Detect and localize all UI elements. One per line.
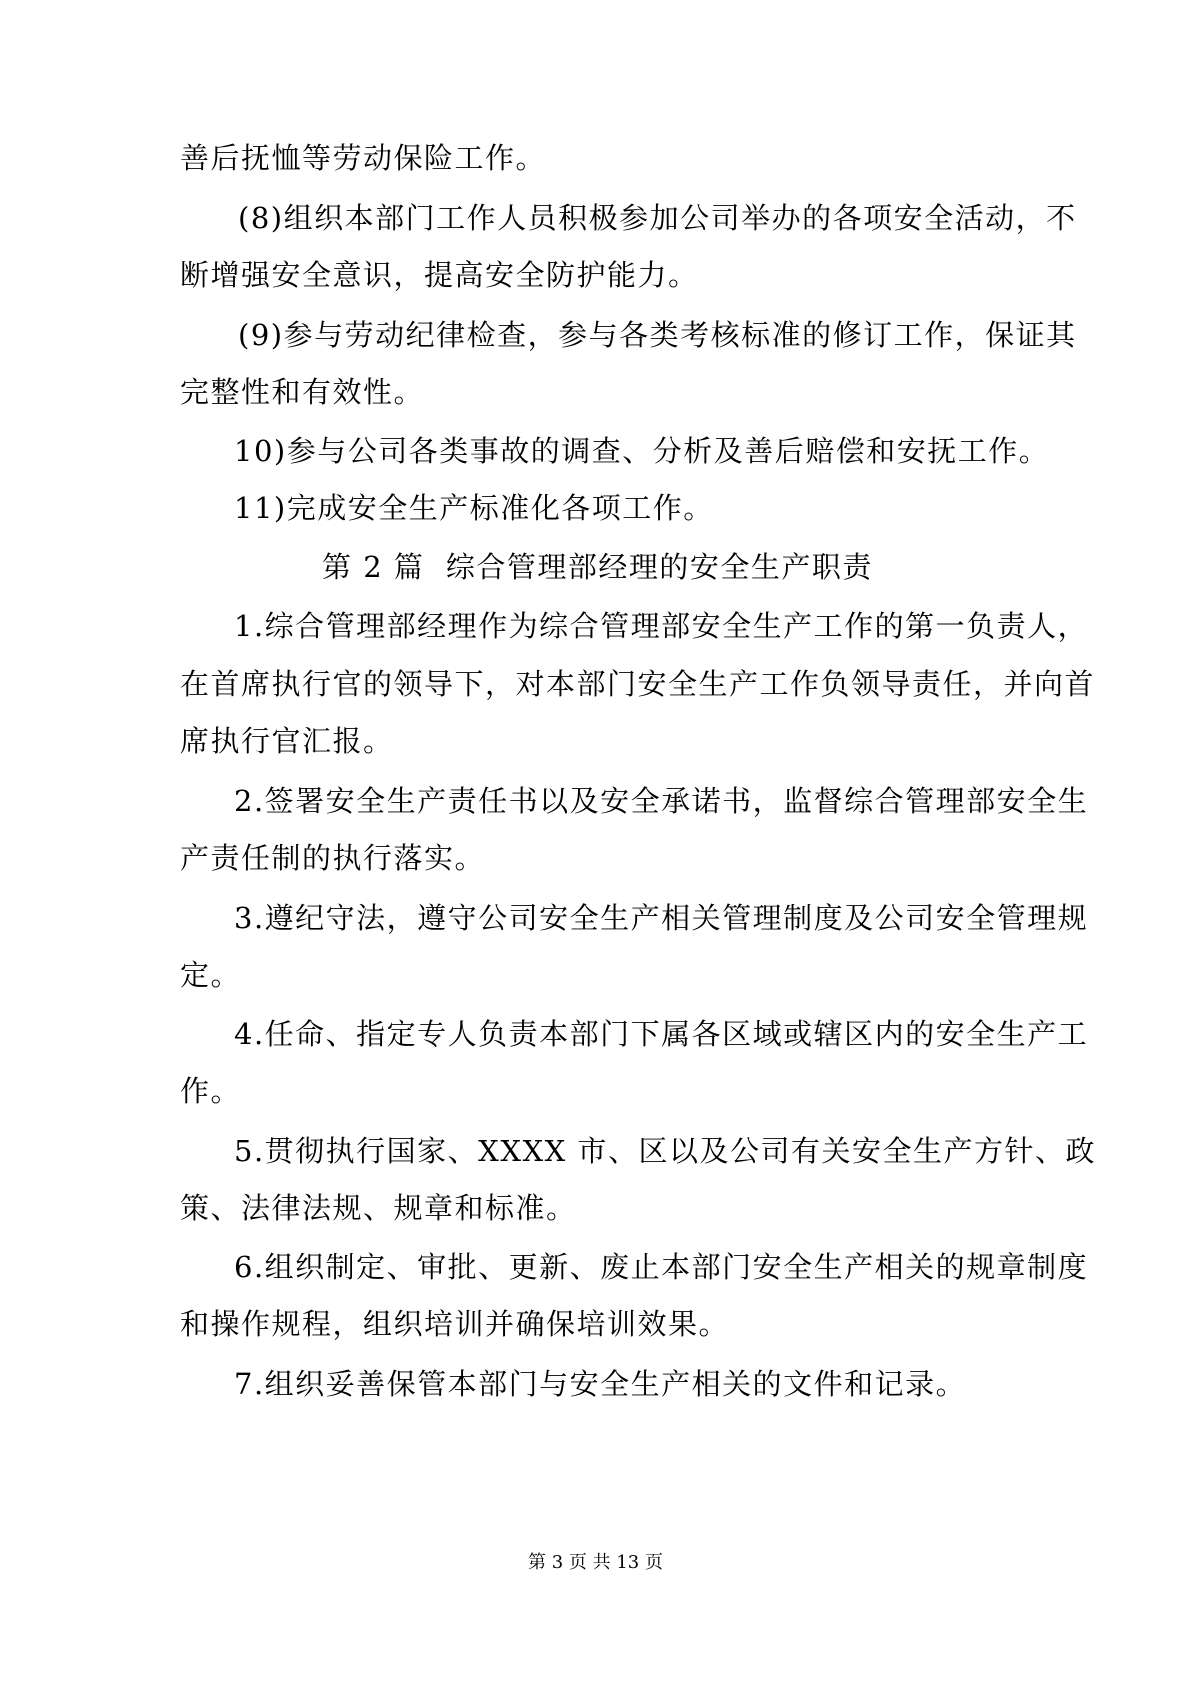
text-line: 6.组织制定、审批、更新、废止本部门安全生产相关的规章制度 — [234, 1250, 1089, 1284]
text-line: 定。 — [180, 958, 242, 992]
text-line: 产责任制的执行落实。 — [180, 841, 486, 875]
text-line: 11)完成安全生产标准化各项工作。 — [234, 491, 714, 525]
text-line: 1.综合管理部经理作为综合管理部安全生产工作的第一负责人， — [234, 609, 1089, 643]
text-line: 席执行官汇报。 — [180, 724, 394, 758]
text-line: 2.签署安全生产责任书以及安全承诺书，监督综合管理部安全生 — [234, 784, 1089, 818]
text-line: 10)参与公司各类事故的调查、分析及善后赔偿和安抚工作。 — [234, 434, 1050, 468]
page-footer: 第 3 页 共 13 页 — [528, 1552, 663, 1573]
text-line: 在首席执行官的领导下，对本部门安全生产工作负领导责任，并向首 — [180, 667, 1096, 701]
text-line: 和操作规程，组织培训并确保培训效果。 — [180, 1307, 730, 1341]
text-line: 策、法律法规、规章和标准。 — [180, 1191, 577, 1225]
text-line: (9)参与劳动纪律检查，参与各类考核标准的修订工作，保证其 — [238, 318, 1077, 352]
text-line: 3.遵纪守法，遵守公司安全生产相关管理制度及公司安全管理规 — [234, 901, 1089, 935]
text-line: (8)组织本部门工作人员积极参加公司举办的各项安全活动，不 — [238, 201, 1077, 235]
text-line: 4.任命、指定专人负责本部门下属各区域或辖区内的安全生产工 — [234, 1017, 1089, 1051]
text-line: 7.组织妥善保管本部门与安全生产相关的文件和记录。 — [234, 1367, 967, 1401]
text-line: 作。 — [180, 1074, 242, 1108]
text-line: 善后抚恤等劳动保险工作。 — [180, 141, 547, 175]
section-heading: 第 2 篇 综合管理部经理的安全生产职责 — [322, 550, 873, 584]
text-line: 完整性和有效性。 — [180, 375, 425, 409]
text-line: 断增强安全意识，提高安全防护能力。 — [180, 258, 699, 292]
text-line: 5.贯彻执行国家、XXXX 市、区以及公司有关安全生产方针、政 — [234, 1134, 1096, 1168]
